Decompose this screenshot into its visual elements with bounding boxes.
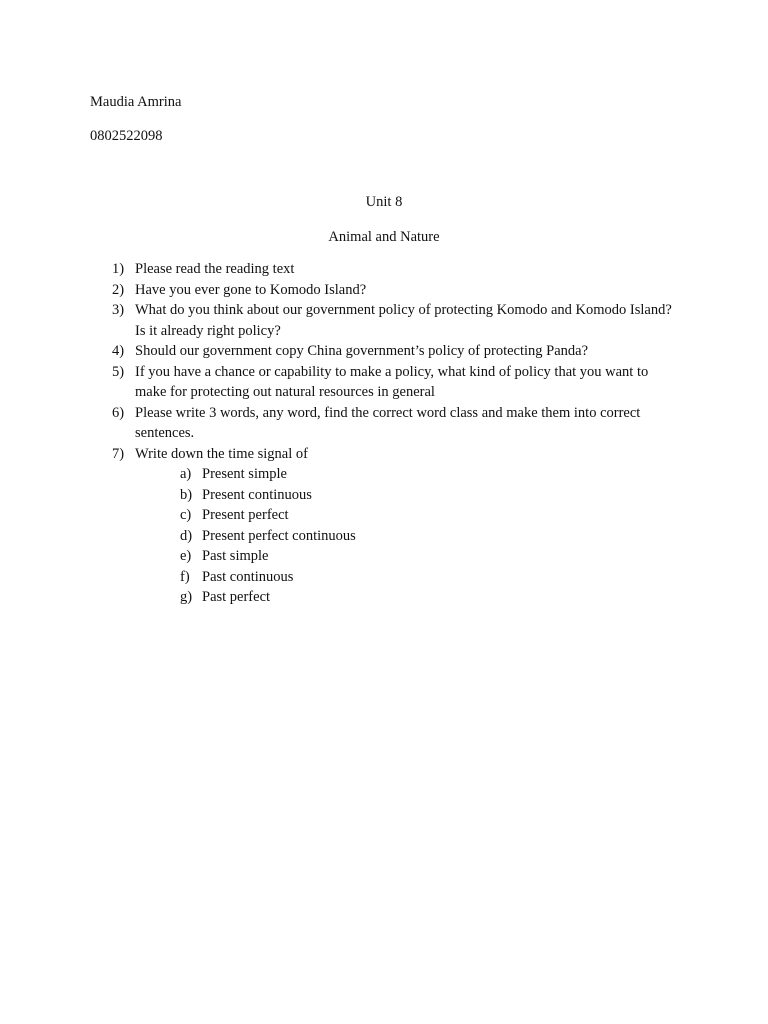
student-id: 0802522098 [90, 128, 163, 144]
question-number: 6) [112, 404, 125, 421]
unit-subtitle: Animal and Nature [328, 229, 440, 245]
sub-item-letter: c) [180, 507, 192, 523]
question-item [112, 259, 682, 280]
question-text: If you have a chance or capability to make a policy, what kind of policy that you want to make for protecting out natural resources in general [135, 363, 649, 400]
sub-item-letter: b) [180, 486, 193, 503]
time-signal-list [180, 464, 727, 608]
sub-item-letter: e) [180, 548, 192, 564]
question-text: Have you ever gone to Komodo Island? [135, 281, 367, 298]
question-number: 1) [112, 261, 125, 277]
question-item [112, 403, 682, 444]
sub-item-letter: a) [180, 466, 192, 482]
question-item [112, 444, 682, 608]
sub-item-text: Present perfect continuous [202, 527, 356, 544]
question-item [112, 280, 682, 301]
unit-title: Unit 8 [365, 194, 403, 210]
sub-item-text: Present perfect [202, 507, 289, 523]
sub-item [180, 485, 727, 506]
sub-item [180, 587, 727, 608]
sub-item-letter: f) [180, 568, 190, 585]
question-text: What do you think about our government policy of protecting Komodo and Komodo Island? Is it already right policy? [135, 302, 672, 339]
sub-item [180, 526, 727, 547]
question-number: 2) [112, 281, 125, 298]
sub-item [180, 505, 727, 526]
question-item [112, 362, 682, 403]
question-number: 7) [112, 445, 125, 462]
question-item [112, 300, 682, 341]
sub-item-letter: g) [180, 589, 193, 605]
sub-item-text: Present continuous [202, 486, 312, 503]
question-text: Should our government copy China government’s policy of protecting Panda? [135, 343, 589, 359]
sub-item-letter: d) [180, 527, 193, 544]
question-number: 3) [112, 302, 125, 318]
sub-item [180, 464, 727, 485]
sub-item-text: Past simple [202, 548, 269, 564]
author-name: Maudia Amrina [90, 94, 182, 110]
question-item [112, 341, 682, 362]
question-list [112, 259, 682, 608]
sub-item [180, 546, 727, 567]
question-text: Please write 3 words, any word, find the correct word class and make them into correct sentences. [135, 404, 641, 441]
question-text: Please read the reading text [135, 261, 295, 277]
sub-item [180, 567, 727, 588]
sub-item-text: Past perfect [202, 589, 271, 605]
question-number: 5) [112, 363, 125, 380]
question-number: 4) [112, 343, 125, 359]
sub-item-text: Past continuous [202, 568, 294, 585]
sub-item-text: Present simple [202, 466, 287, 482]
question-text: Write down the time signal of [135, 445, 308, 462]
